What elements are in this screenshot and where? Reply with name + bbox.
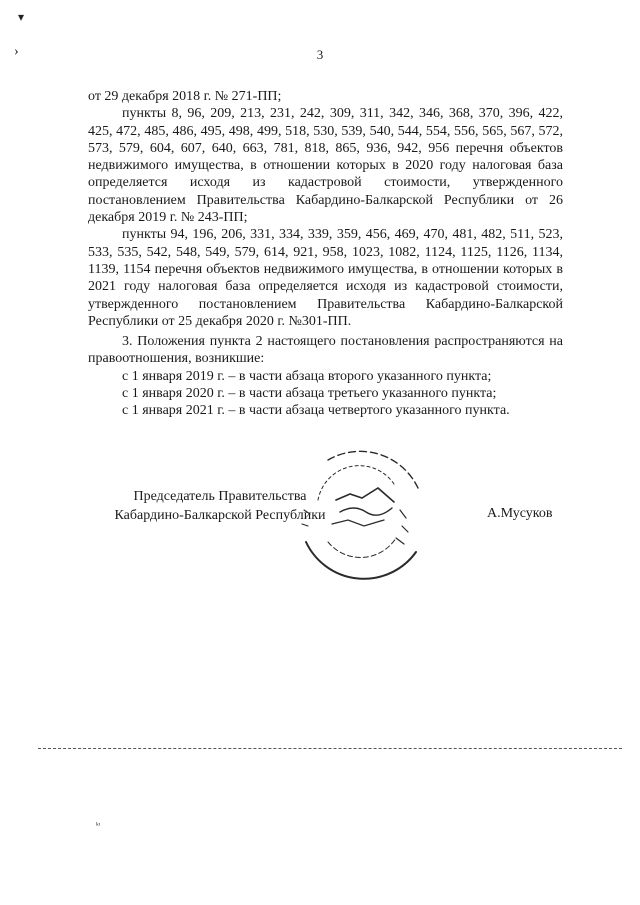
signature-title-line-2: Кабардино-Балкарской Республики [114, 508, 326, 523]
page-number: 3 [316, 47, 324, 62]
paragraph-section-3: 3. Положения пункта 2 настоящего постановления распространяются на правоотношения, возникшие: [88, 334, 563, 367]
scan-mark-bottom-left: ᵏᶦ [96, 820, 101, 830]
page-divider [38, 748, 622, 749]
paragraph-2021-items: пункты 94, 196, 206, 331, 334, 339, 359, 456, 469, 470, 481, 482, 511, 523, 533, 535, 542, 548, 549, 579, 614, 921, 958, 1023, 1082, 1124, 1125, 1126, 1134, 1139, 1154 перечня объектов недвижимого имущества, в отношении которых в 2021 году налоговая база определяется исходя из кадастровой стоимости, утвержденного постановлением Правительства Кабардино-Балкарской Республики от 25 декабря 2020 г. №301-ПП. [88, 227, 563, 329]
stamp-left-marks [302, 510, 310, 526]
list-item-2021: с 1 января 2021 г. – в части абзаца четвертого указанного пункта. [122, 403, 510, 419]
list-item-2020: с 1 января 2020 г. – в части абзаца третьего указанного пункта; [122, 386, 497, 402]
stamp-signature-stroke-3 [332, 520, 384, 526]
stamp-inner-arc [318, 466, 394, 500]
stamp-signature-stroke [336, 488, 394, 502]
list-item-2019: с 1 января 2019 г. – в части абзаца второго указанного пункта; [122, 368, 492, 384]
stamp-outer-arc-lower [306, 542, 416, 579]
scan-mark-top-left: ▾ [18, 10, 25, 24]
stamp-inner-arc-lower [328, 538, 396, 557]
document-body [88, 88, 563, 420]
paragraph-continuation: от 29 декабря 2018 г. № 271-ПП; [88, 89, 282, 104]
stamp-outer-arc-upper [328, 451, 418, 488]
signature-title-line-1: Председатель Правительства [133, 489, 307, 504]
signatory-name: А.Мусуков [487, 506, 553, 521]
stamp-signature-stroke-2 [340, 508, 392, 515]
stamp-right-marks [396, 510, 408, 544]
paragraph-2020-items: пункты 8, 96, 209, 213, 231, 242, 309, 311, 342, 346, 368, 370, 396, 422, 425, 472, 485, 486, 495, 498, 499, 518, 530, 539, 540, 544, 554, 556, 565, 567, 572, 573, 579, 604, 607, 640, 663, 781, 818, 865, 936, 942, 956 перечня объектов недвижимого имущества, в отношении которых в 2020 году налоговая база определяется исходя из кадастровой стоимости, утвержденного постановлением Правительства Кабардино-Балкарской Республики от 26 декабря 2019 г. № 243-ПП; [88, 106, 563, 226]
scan-mark-left: › [14, 44, 19, 59]
official-stamp [288, 440, 428, 585]
